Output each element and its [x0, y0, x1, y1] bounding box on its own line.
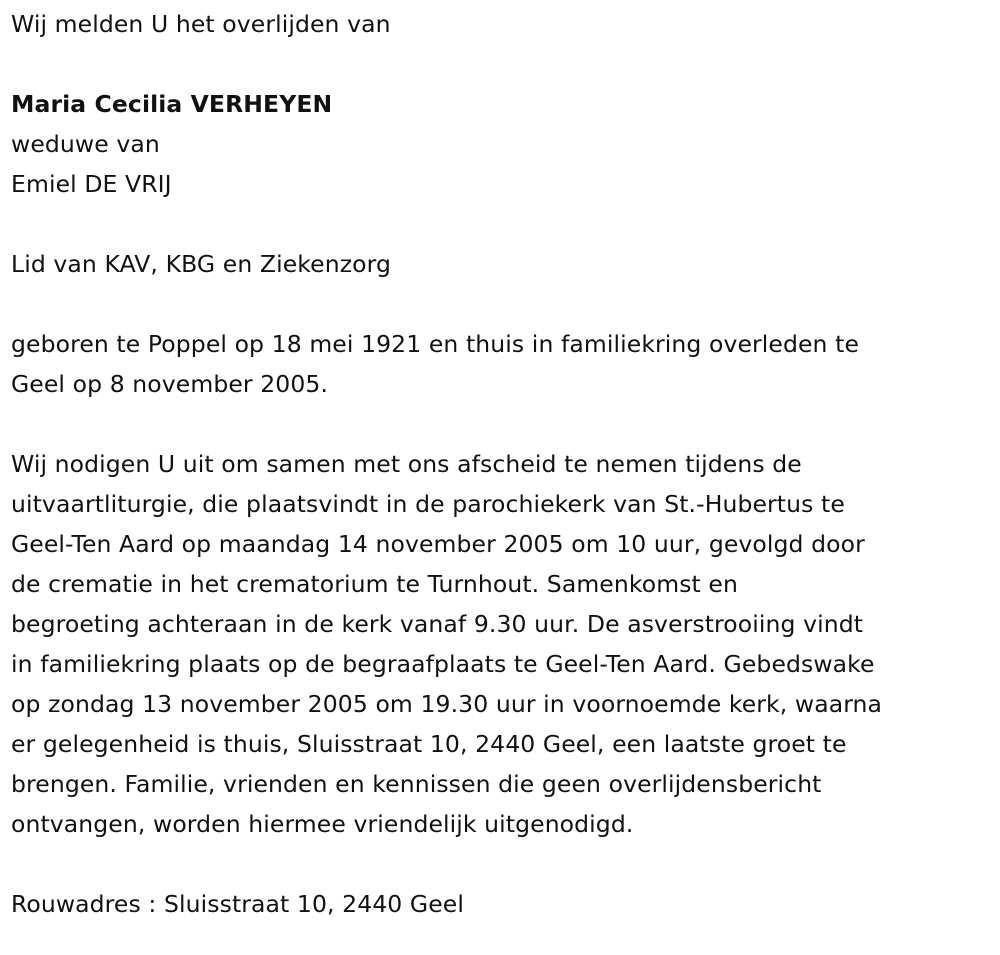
spacer: [11, 404, 1000, 444]
membership-text: Lid van KAV, KBG en Ziekenzorg: [11, 250, 391, 278]
relation-text: weduwe van: [11, 130, 160, 158]
mourning-address: Rouwadres : Sluisstraat 10, 2440 Geel: [11, 890, 464, 918]
paragraph-line: er gelegenheid is thuis, Sluisstraat 10, 2440 Geel, een laatste groet te: [11, 730, 847, 758]
spacer: [11, 284, 1000, 324]
paragraph-line: in familiekring plaats op de begraafplaats te Geel-Ten Aard. Gebedswake: [11, 650, 875, 678]
paragraph-line: begroeting achteraan in de kerk vanaf 9.30 uur. De asverstrooiing vindt: [11, 610, 864, 638]
paragraph-line: ontvangen, worden hiermee vriendelijk uitgenodigd.: [11, 810, 634, 838]
birth-death-paragraph: [11, 324, 1000, 404]
paragraph-line: brengen. Familie, vrienden en kennissen die geen overlijdensbericht: [11, 770, 822, 798]
spacer: [11, 204, 1000, 244]
paragraph-line: de crematie in het crematorium te Turnhout. Samenkomst en: [11, 570, 738, 598]
paragraph-line: Geel op 8 november 2005.: [11, 370, 329, 398]
deceased-name: Maria Cecilia VERHEYEN: [11, 90, 333, 118]
invitation-paragraph: [11, 444, 1000, 844]
paragraph-line: uitvaartliturgie, die plaatsvindt in de parochiekerk van St.-Hubertus te: [11, 490, 845, 518]
paragraph-line: Geel-Ten Aard op maandag 14 november 2005 om 10 uur, gevolgd door: [11, 530, 865, 558]
spouse-name: Emiel DE VRIJ: [11, 170, 172, 198]
paragraph-line: geboren te Poppel op 18 mei 1921 en thuis in familiekring overleden te: [11, 330, 859, 358]
paragraph-line: op zondag 13 november 2005 om 19.30 uur in voornoemde kerk, waarna: [11, 690, 883, 718]
spacer: [11, 844, 1000, 884]
intro-text: Wij melden U het overlijden van: [11, 10, 391, 38]
spacer: [11, 44, 1000, 84]
paragraph-line: Wij nodigen U uit om samen met ons afscheid te nemen tijdens de: [11, 450, 802, 478]
